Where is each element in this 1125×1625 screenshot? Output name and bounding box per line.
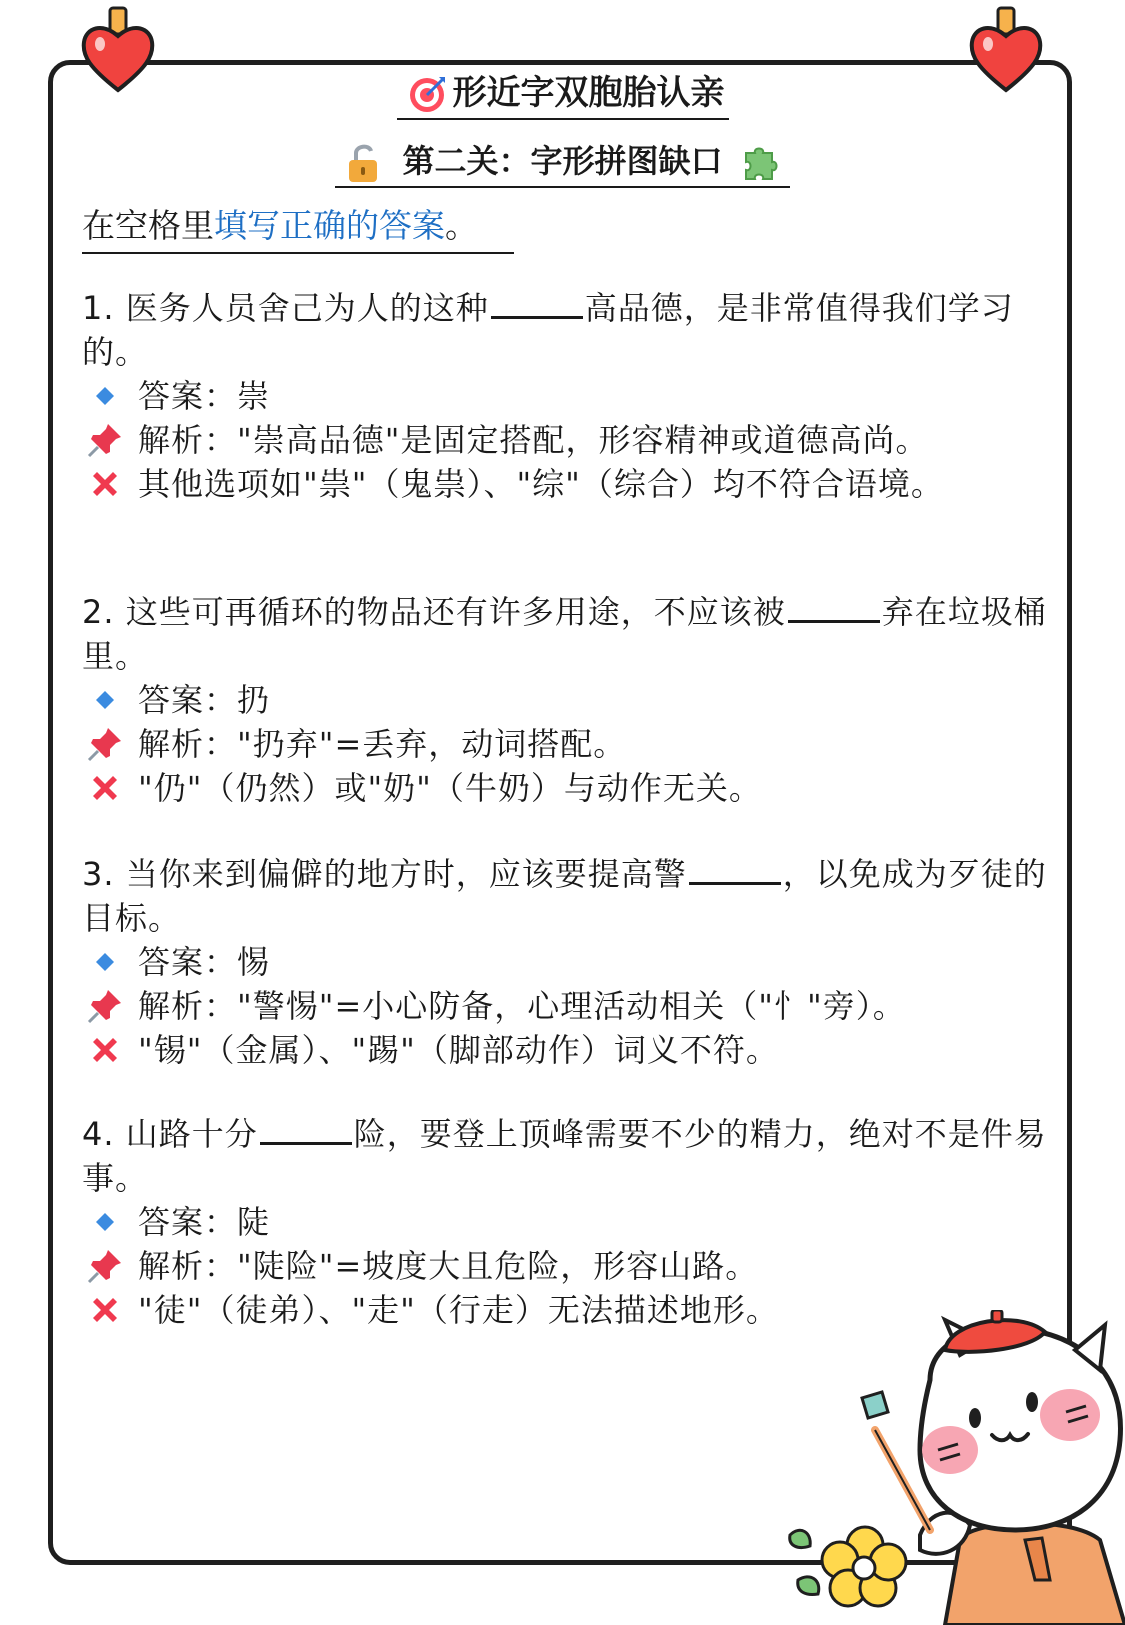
instruction-prefix: 在空格里 — [82, 206, 214, 245]
answer-text: 答案：陡 — [138, 1203, 271, 1241]
wrong-line — [82, 462, 1047, 506]
stem-before: 医务人员舍己为人的这种 — [125, 289, 489, 327]
analysis-line — [82, 418, 1047, 462]
pushpin-icon — [82, 418, 128, 462]
title-text: 形近字双胞胎认亲 — [452, 73, 725, 113]
wrong-line — [82, 1028, 1047, 1072]
analysis-text: 解析："崇高品德"是固定搭配，形容精神或道德高尚。 — [138, 421, 929, 459]
question-stem — [82, 1112, 1047, 1200]
red-cross-icon — [82, 1288, 128, 1332]
analysis-text: 解析："扔弃"=丢弃，动词搭配。 — [138, 725, 627, 763]
puzzle-piece-icon — [740, 143, 780, 183]
answer-blank[interactable] — [491, 286, 583, 319]
red-cross-icon — [82, 1028, 128, 1072]
question-number: 3. — [82, 855, 115, 893]
flower-icon — [790, 1527, 906, 1606]
question-stem — [82, 852, 1047, 940]
red-cross-icon — [82, 462, 128, 506]
question-number: 1. — [82, 289, 115, 327]
question-stem — [82, 590, 1047, 678]
answer-blank[interactable] — [788, 590, 880, 623]
wrong-text: 其他选项如"祟"（鬼祟）、"综"（综合）均不符合语境。 — [138, 465, 944, 503]
red-cross-icon — [82, 766, 128, 810]
wrong-text: "徒"（徒弟）、"走"（行走）无法描述地形。 — [138, 1291, 779, 1329]
blue-diamond-icon — [82, 678, 128, 722]
answer-blank[interactable] — [260, 1112, 352, 1145]
stem-after: 险，要登上顶峰需要不少的精力，绝对不是件易事。 — [82, 1115, 1047, 1197]
analysis-line — [82, 1244, 1047, 1288]
answer-line — [82, 678, 1047, 722]
analysis-text: 解析："警惕"=小心防备，心理活动相关（"忄"旁）。 — [138, 987, 906, 1025]
blue-diamond-icon — [82, 940, 128, 984]
stem-after: ，以免成为歹徒的目标。 — [82, 855, 1047, 937]
pushpin-icon — [82, 984, 128, 1028]
stem-before: 这些可再循环的物品还有许多用途，不应该被 — [125, 593, 786, 631]
question-4 — [82, 1112, 1047, 1332]
analysis-line — [82, 722, 1047, 766]
question-1 — [82, 286, 1047, 506]
level-subtitle — [0, 138, 1125, 188]
question-3 — [82, 852, 1047, 1072]
question-2 — [82, 590, 1047, 810]
unlocked-padlock-icon — [345, 142, 385, 184]
answer-line — [82, 940, 1047, 984]
subtitle-text: 第二关：字形拼图缺口 — [402, 142, 723, 180]
stem-before: 当你来到偏僻的地方时，应该要提高警 — [125, 855, 687, 893]
cat-painter-illustration — [770, 1310, 1125, 1625]
wrong-text: "仍"（仍然）或"奶"（牛奶）与动作无关。 — [138, 769, 762, 807]
instruction-suffix: 。 — [445, 206, 478, 245]
analysis-text: 解析："陡险"=坡度大且危险，形容山路。 — [138, 1247, 759, 1285]
question-stem — [82, 286, 1047, 374]
answer-text: 答案：惕 — [138, 943, 271, 981]
wrong-text: "锡"（金属）、"踢"（脚部动作）词义不符。 — [138, 1031, 779, 1069]
analysis-line — [82, 984, 1047, 1028]
blue-diamond-icon — [82, 374, 128, 418]
target-dart-icon — [407, 75, 447, 115]
question-number: 4. — [82, 1115, 115, 1153]
answer-line — [82, 1200, 1047, 1244]
pushpin-icon — [82, 722, 128, 766]
answer-text: 答案：扔 — [138, 681, 271, 719]
stem-after: 高品德，是非常值得我们学习的。 — [82, 289, 1014, 371]
answer-blank[interactable] — [689, 852, 781, 885]
pushpin-icon — [82, 1244, 128, 1288]
answer-line — [82, 374, 1047, 418]
wrong-line — [82, 766, 1047, 810]
instruction-highlight: 填写正确的答案 — [214, 206, 445, 245]
blue-diamond-icon — [82, 1200, 128, 1244]
question-number: 2. — [82, 593, 115, 631]
instruction — [82, 200, 514, 254]
page-title — [0, 70, 1125, 120]
stem-before: 山路十分 — [125, 1115, 258, 1153]
answer-text: 答案：崇 — [138, 377, 271, 415]
stem-after: 弃在垃圾桶里。 — [82, 593, 1047, 675]
